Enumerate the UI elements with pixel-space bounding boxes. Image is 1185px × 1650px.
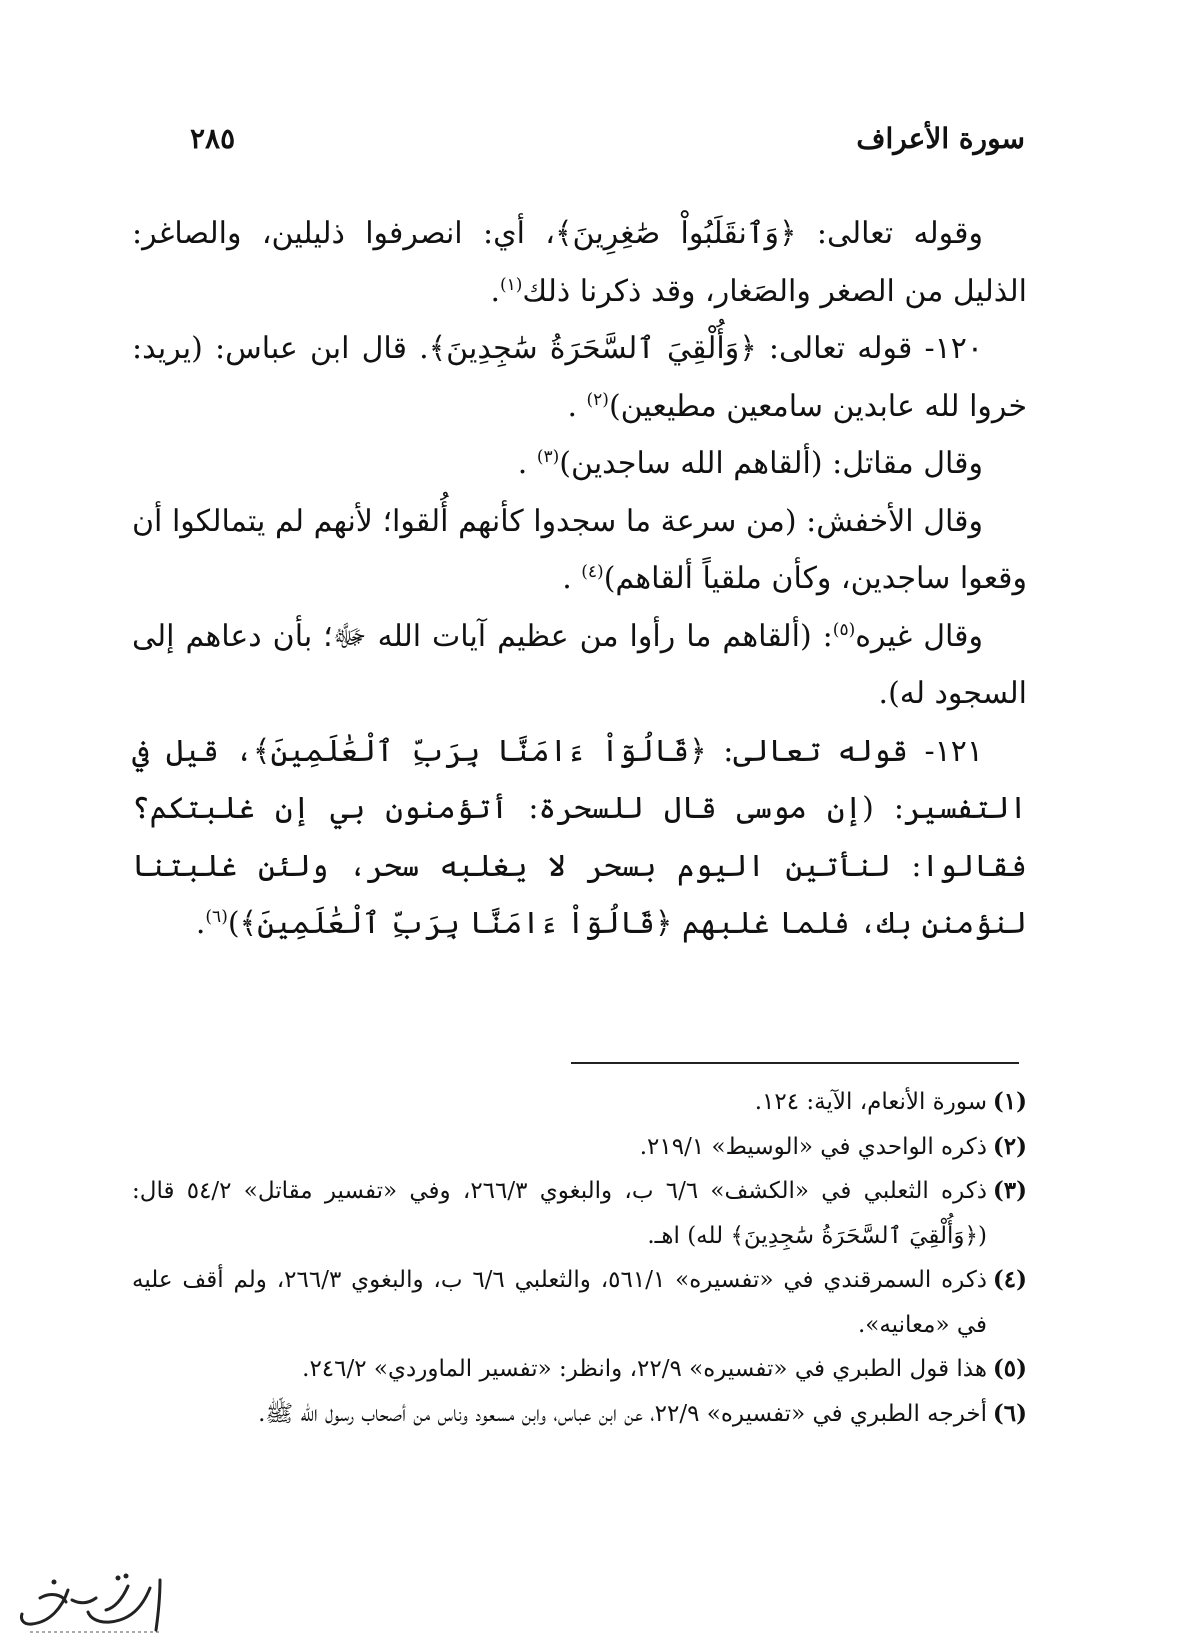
footnote-text: سورة الأنعام، الآية: ١٢٤.	[754, 1089, 987, 1115]
paragraph: وقال الأخفش: (من سرعة ما سجدوا كأنهم أُلقوا؛ لأنهم لم يتمالكوا أن وقعوا ساجدين، وكأن ملقياً ألقاهم)$^{(٤)}$ .	[132, 503, 1027, 596]
footnotes	[132, 1080, 1027, 1436]
footnote-text: ذكره الثعلبي في «الكشف» ٦/٦ ب، والبغوي ٢٦٦/٣، وفي «تفسير مقاتل» ٥٤/٢ قال: (﴿وَأُلْقِيَ ٱلسَّحَرَةُ سَٰجِدِينَ﴾ لله) اهـ.	[132, 1178, 987, 1249]
paragraph: وقال غيره$^{(٥)}$: (ألقاهم ما رأوا من عظيم آيات الله ﷻ؛ بأن دعاهم إلى السجود له).	[132, 618, 1027, 711]
footnote-ref: (٦)	[205, 907, 228, 927]
page-header	[190, 118, 1025, 158]
footnote-number: (٤)	[992, 1266, 1027, 1293]
footnote-number: (٣)	[992, 1177, 1027, 1204]
footnote-ref: (٢)	[586, 389, 609, 410]
footnote	[132, 1392, 1027, 1437]
footnote-ref: (٣)	[536, 447, 560, 467]
footnote-number: (٦)	[992, 1399, 1027, 1427]
footnote-number: (٢)	[992, 1132, 1027, 1160]
calligraphy-logo-icon	[10, 1568, 180, 1640]
footnote-ref: (١)	[499, 274, 523, 295]
paragraph: وقوله تعالى: ﴿وَٱنقَلَبُواْ صَٰغِرِينَ﴾، أي: انصرفوا ذليلين، والصاغر: الذليل من الصغر والصَغار، وقد ذكرنا ذلك$^{(١)}$.	[132, 216, 1027, 309]
paragraph: ١٢٠- قوله تعالى: ﴿وَأُلْقِيَ ٱلسَّحَرَةُ سَٰجِدِينَ﴾. قال ابن عباس: (يريد: خروا لله عابدين سامعين مطيعين)$^{(٢)}$ .	[132, 331, 1027, 424]
footnote-text: هذا قول الطبري في «تفسيره» ٢٢/٩، وانظر: «تفسير الماوردي» ٢٤٦/٢.	[302, 1356, 987, 1382]
paragraph: ١٢١- قوله تعالى: ﴿قَالُوٓاْ ءَامَنَّا بِرَبِّ ٱلْعَٰلَمِينَ﴾، قيل في التفسير: (إن موسى قال للسحرة: أتؤمنون بي إن غلبتكم؟ فقالوا: لنأتين اليوم بسحر لا يغلبه سحر، ولئن غلبتنا لنؤمنن بك، فلما غلبهم ﴿قَالُوٓاْ ءَامَنَّا بِرَبِّ ٱلْعَٰلَمِينَ﴾)$^{(٦)}$.	[132, 733, 1027, 941]
footnote-ref: (٥)	[832, 619, 856, 640]
footnote-text: ذكره السمرقندي في «تفسيره» ٥٦١/١، والثعلبي ٦/٦ ب، والبغوي ٢٦٦/٣، ولم أقف عليه في «معانيه».	[132, 1267, 988, 1338]
footnote-ref: (٤)	[581, 562, 604, 582]
main-text	[132, 205, 1027, 953]
footnote	[132, 1347, 1027, 1392]
page-number: ٢٨٥	[190, 121, 236, 155]
footnote-number: (٥)	[992, 1355, 1027, 1382]
footnote	[132, 1080, 1027, 1125]
paragraph: وقال مقاتل: (ألقاهم الله ساجدين)$^{(٣)}$ .	[517, 446, 983, 481]
footnote	[132, 1258, 1027, 1347]
footnote-text: أخرجه الطبري في «تفسيره» ٢٢/٩، عن ابن عباس، وابن مسعود وناس من أصحاب رسول الله ﷺ.	[258, 1400, 987, 1427]
footnote-number: (١)	[992, 1088, 1027, 1115]
footnote-text: ذكره الواحدي في «الوسيط» ٢١٩/١.	[639, 1133, 987, 1160]
footnote	[132, 1125, 1027, 1170]
surah-title: سورة الأعراف	[856, 121, 1025, 155]
footnote-separator	[571, 1062, 1019, 1064]
footnote	[132, 1169, 1027, 1258]
